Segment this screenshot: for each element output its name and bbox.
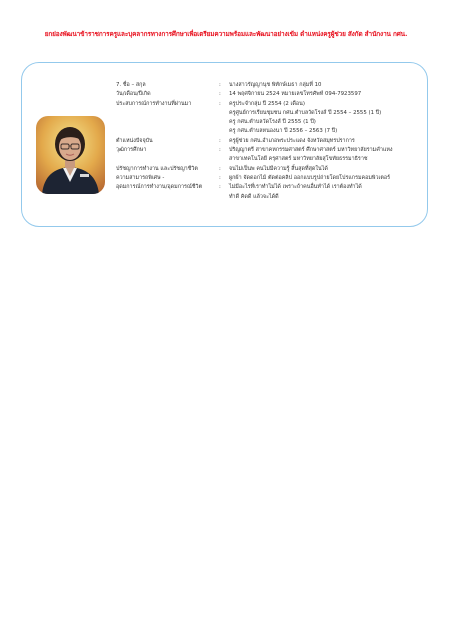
name-row <box>116 81 421 90</box>
experience-value: ครูประจำกลุ่ม ปี 2554 (2 เดือน) <box>229 100 305 107</box>
birthdate-row <box>116 90 421 99</box>
name-label: 7. ชื่อ – สกุล <box>116 82 146 88</box>
goal-label: อุดมการณ์การทำงาน/อุดมการณ์ชีวิต <box>116 184 203 191</box>
goal-value: ไม่มีอะไรที่เราทำไม่ได้ เพราะถ้าคนอื่นทำได้ เราต้องทำได้ <box>229 184 362 191</box>
education-label: วุฒิการศึกษา <box>116 147 147 154</box>
position-row <box>116 137 421 146</box>
philosophy-label: ปรัชญาการทำงาน และปรัชญาชีวิต <box>116 165 198 172</box>
education-value: ปริญญาตรี สาขาคหกรรมศาสตร์ ศึกษาศาสตร์ มหาวิทยาลัยรามคำแหง <box>229 147 393 154</box>
page-title: ยกย่องพัฒนาข้าราชการครูและบุคลากรทางการศึกษาเพื่อเตรียมความพร้อมและพัฒนาอย่างเข้ม ตำแหน่งครูผู้ช่วย สังกัด สำนักงาน กศน. <box>44 30 408 38</box>
profile-photo <box>36 116 105 194</box>
birthdate-label: วัน/เดือน/ปีเกิด <box>116 91 151 98</box>
portrait-photo-icon <box>36 116 105 194</box>
experience-label: ประสบการณ์การทำงานที่ผ่านมา <box>116 100 192 107</box>
experience-item: ครู กศน.ตำบลหนองนา ปี 2556 – 2563 (7 ปี) <box>229 128 338 135</box>
education-row <box>116 146 421 155</box>
experience-row <box>116 100 421 109</box>
position-value: ครูผู้ช่วย กศน.อำเภอพระประแดง จังหวัดสมุทรปราการ <box>229 137 355 144</box>
name-value: นางสาวรัญญานุช พิทักษ์เมธา กลุ่มที่ 10 <box>229 82 322 88</box>
profile-info <box>116 81 421 202</box>
colon: : <box>219 100 221 107</box>
position-label: ตำแหน่งปัจจุบัน <box>116 137 153 144</box>
experience-item: ครูศูนย์การเรียนชุมชน กศน.ตำบลวัดโรงส์ ปี 2554 – 2555 (1 ปี) <box>229 109 382 116</box>
skills-label: ความสามารถพิเศษ - <box>116 174 165 181</box>
goal-row <box>116 183 421 192</box>
philosophy-value: จนไม่เป็นพ คนไม่มีความรู้ สิ้นสุดที่สุดในได้ <box>229 165 328 172</box>
colon: : <box>219 82 221 88</box>
colon: : <box>219 147 221 154</box>
colon: : <box>219 184 221 191</box>
colon: : <box>219 165 221 172</box>
experience-item: ครู กศน.ตำบลวัดโรงส์ ปี 2555 (1 ปี) <box>229 119 316 126</box>
skills-row <box>116 174 421 183</box>
colon: : <box>219 91 221 98</box>
colon: : <box>219 174 221 181</box>
birthdate-value: 14 พฤศจิกายน 2524 หมายเลขโทรศัพท์ 094-7923597 <box>229 91 362 98</box>
education-item: สาขาเทคโนโลยี ครุศาสตร์ มหาวิทยาลัยสุโขทัยธรรมาธิราช <box>229 156 368 163</box>
colon: : <box>219 137 221 144</box>
philosophy-row <box>116 165 421 174</box>
goal-item: ทำดี คิดดี แล้วจะได้ดี <box>229 193 279 200</box>
skills-value: ผูกผ้า จัดดอกไม้ ตัดต่อคลิป ออกแบบรูปถ่ายโดยโปรแกรมคอมพิวเตอร์ <box>229 174 390 181</box>
